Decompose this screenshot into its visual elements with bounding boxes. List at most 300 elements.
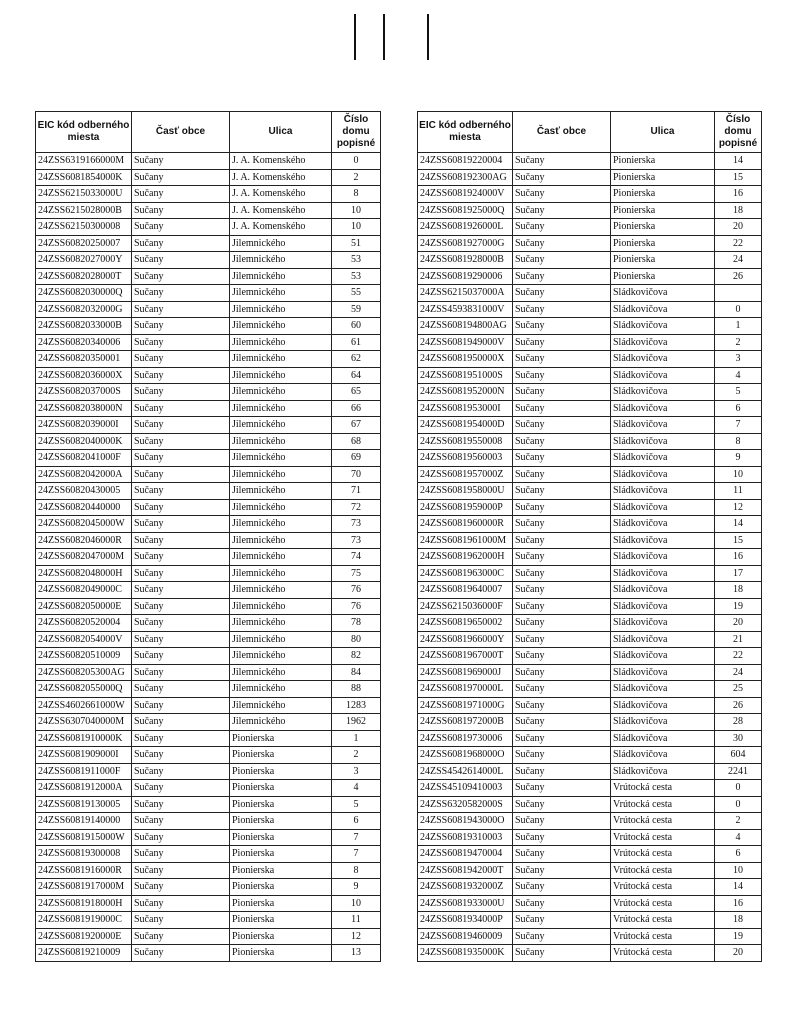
- table-row: [418, 582, 762, 599]
- table-row: [36, 499, 381, 516]
- cell-cislo: 64: [332, 367, 381, 384]
- cell-eic: 24ZSS6081960000R: [418, 516, 513, 533]
- cell-cast-obce: Sučany: [132, 334, 230, 351]
- table-row: [36, 879, 381, 896]
- cell-ulica: Vrútocká cesta: [611, 780, 715, 797]
- table-row: [418, 780, 762, 797]
- table-row: [36, 615, 381, 632]
- cell-cast-obce: Sučany: [132, 285, 230, 302]
- cell-ulica: Sládkovičova: [611, 582, 715, 599]
- cell-ulica: Sládkovičova: [611, 450, 715, 467]
- table-row: [36, 285, 381, 302]
- cell-ulica: Pionierska: [611, 252, 715, 269]
- table-row: [418, 417, 762, 434]
- table-row: [418, 846, 762, 863]
- table-row: [418, 829, 762, 846]
- table-row: [36, 483, 381, 500]
- cell-eic: 24ZSS6081958000U: [418, 483, 513, 500]
- table-row: [418, 202, 762, 219]
- table-row: [418, 714, 762, 731]
- table-row: [36, 664, 381, 681]
- cell-cast-obce: Sučany: [132, 895, 230, 912]
- cell-cislo: 22: [715, 648, 762, 665]
- cell-cast-obce: Sučany: [513, 631, 611, 648]
- cell-ulica: Vrútocká cesta: [611, 895, 715, 912]
- cell-ulica: Pionierska: [230, 862, 332, 879]
- eic-table-right: [417, 111, 762, 962]
- cell-cast-obce: Sučany: [132, 516, 230, 533]
- cell-ulica: Jilemnického: [230, 714, 332, 731]
- cell-cislo: 19: [715, 928, 762, 945]
- cell-ulica: Sládkovičova: [611, 367, 715, 384]
- cell-cast-obce: Sučany: [513, 549, 611, 566]
- cell-cast-obce: Sučany: [132, 714, 230, 731]
- cell-cast-obce: Sučany: [132, 532, 230, 549]
- cell-cast-obce: Sučany: [132, 747, 230, 764]
- cell-cast-obce: Sučany: [513, 780, 611, 797]
- cell-cislo: 24: [715, 664, 762, 681]
- cell-cast-obce: Sučany: [513, 351, 611, 368]
- cell-cislo: 61: [332, 334, 381, 351]
- cell-eic: 24ZSS6081925000Q: [418, 202, 513, 219]
- cell-cast-obce: Sučany: [132, 780, 230, 797]
- cell-eic: 24ZSS60819220004: [418, 153, 513, 170]
- table-row: [418, 664, 762, 681]
- cell-cast-obce: Sučany: [132, 697, 230, 714]
- table-row: [36, 466, 381, 483]
- cell-eic: 24ZSS6082048000H: [36, 565, 132, 582]
- cell-cislo: 78: [332, 615, 381, 632]
- cell-cislo: 26: [715, 697, 762, 714]
- cell-ulica: Pionierska: [230, 895, 332, 912]
- cell-cast-obce: Sučany: [132, 367, 230, 384]
- cell-ulica: J. A. Komenského: [230, 219, 332, 236]
- cell-ulica: Sládkovičova: [611, 615, 715, 632]
- cell-eic: 24ZSS6081927000G: [418, 235, 513, 252]
- table-row: [36, 384, 381, 401]
- cell-ulica: Vrútocká cesta: [611, 862, 715, 879]
- cell-ulica: Jilemnického: [230, 384, 332, 401]
- cell-ulica: Sládkovičova: [611, 763, 715, 780]
- table-row: [418, 912, 762, 929]
- table-row: [36, 301, 381, 318]
- cell-cast-obce: Sučany: [132, 549, 230, 566]
- cell-cast-obce: Sučany: [513, 565, 611, 582]
- cell-cislo: 10: [332, 219, 381, 236]
- cell-cislo: 4: [715, 829, 762, 846]
- cell-eic: 24ZSS6082047000M: [36, 549, 132, 566]
- cell-ulica: Pionierska: [611, 153, 715, 170]
- cell-cast-obce: Sučany: [513, 895, 611, 912]
- cell-ulica: J. A. Komenského: [230, 202, 332, 219]
- cell-eic: 24ZSS6081962000H: [418, 549, 513, 566]
- cell-ulica: Pionierska: [230, 912, 332, 929]
- cell-eic: 24ZSS6215028000B: [36, 202, 132, 219]
- cell-cast-obce: Sučany: [513, 714, 611, 731]
- cell-eic: 24ZSS6082055000Q: [36, 681, 132, 698]
- header-eic: EIC kód odberného miesta: [36, 112, 132, 153]
- cell-eic: 24ZSS6081969000J: [418, 664, 513, 681]
- cell-cast-obce: Sučany: [513, 532, 611, 549]
- cell-ulica: Jilemnického: [230, 499, 332, 516]
- cell-cislo: 16: [715, 186, 762, 203]
- cell-ulica: Jilemnického: [230, 697, 332, 714]
- table-row: [418, 384, 762, 401]
- cell-cislo: 11: [715, 483, 762, 500]
- table-row: [418, 400, 762, 417]
- cell-eic: 24ZSS6081971000G: [418, 697, 513, 714]
- cell-eic: 24ZSS6081918000H: [36, 895, 132, 912]
- cell-cast-obce: Sučany: [513, 862, 611, 879]
- cell-eic: 24ZSS6081966000Y: [418, 631, 513, 648]
- cell-ulica: Pionierska: [611, 235, 715, 252]
- table-row: [418, 928, 762, 945]
- cell-cast-obce: Sučany: [513, 334, 611, 351]
- cell-eic: 24ZSS6081942000T: [418, 862, 513, 879]
- table-row: [418, 169, 762, 186]
- header-eic: EIC kód odberného miesta: [418, 112, 513, 153]
- cell-cislo: 8: [332, 186, 381, 203]
- cell-cislo: 0: [332, 153, 381, 170]
- cell-ulica: Jilemnického: [230, 582, 332, 599]
- cell-ulica: Jilemnického: [230, 400, 332, 417]
- table-row: [418, 285, 762, 302]
- table-row: [36, 219, 381, 236]
- cell-cislo: 5: [332, 796, 381, 813]
- cell-ulica: Sládkovičova: [611, 565, 715, 582]
- cell-cislo: 66: [332, 400, 381, 417]
- table-row: [418, 895, 762, 912]
- table-row: [418, 268, 762, 285]
- cell-ulica: Pionierska: [611, 219, 715, 236]
- cell-ulica: Sládkovičova: [611, 318, 715, 335]
- table-row: [418, 235, 762, 252]
- cell-cast-obce: Sučany: [132, 433, 230, 450]
- cell-cast-obce: Sučany: [513, 945, 611, 962]
- table-row: [36, 598, 381, 615]
- cell-cast-obce: Sučany: [132, 351, 230, 368]
- cell-ulica: Sládkovičova: [611, 483, 715, 500]
- table-row: [36, 796, 381, 813]
- cell-cislo: 10: [715, 466, 762, 483]
- table-row: [418, 813, 762, 830]
- cell-cislo: 0: [715, 780, 762, 797]
- table-row: [418, 433, 762, 450]
- cell-ulica: Jilemnického: [230, 648, 332, 665]
- cell-cislo: 80: [332, 631, 381, 648]
- table-row: [36, 829, 381, 846]
- cell-cast-obce: Sučany: [132, 928, 230, 945]
- cell-cislo: 1962: [332, 714, 381, 731]
- cell-ulica: Pionierska: [230, 763, 332, 780]
- cell-ulica: Sládkovičova: [611, 747, 715, 764]
- cell-eic: 24ZSS60819130005: [36, 796, 132, 813]
- table-row: [418, 301, 762, 318]
- cell-eic: 24ZSS60819560003: [418, 450, 513, 467]
- cell-ulica: Pionierska: [230, 945, 332, 962]
- table-row: [418, 450, 762, 467]
- cell-cislo: 53: [332, 268, 381, 285]
- cell-ulica: Sládkovičova: [611, 417, 715, 434]
- cell-cislo: 20: [715, 219, 762, 236]
- cell-cislo: 76: [332, 598, 381, 615]
- table-header-row: [418, 112, 762, 153]
- table-row: [36, 153, 381, 170]
- cell-cislo: 14: [715, 516, 762, 533]
- table-row: [418, 648, 762, 665]
- cell-ulica: Sládkovičova: [611, 499, 715, 516]
- cell-cast-obce: Sučany: [132, 615, 230, 632]
- cell-cislo: 88: [332, 681, 381, 698]
- table-row: [418, 730, 762, 747]
- cell-cast-obce: Sučany: [513, 367, 611, 384]
- cell-ulica: Jilemnického: [230, 565, 332, 582]
- cell-ulica: Jilemnického: [230, 318, 332, 335]
- table-row: [418, 252, 762, 269]
- cell-cislo: 604: [715, 747, 762, 764]
- table-row: [36, 730, 381, 747]
- table-row: [36, 532, 381, 549]
- table-row: [36, 862, 381, 879]
- table-row: [418, 697, 762, 714]
- cell-cislo: 2: [715, 813, 762, 830]
- cell-ulica: Jilemnického: [230, 301, 332, 318]
- cell-ulica: Pionierska: [230, 813, 332, 830]
- cell-eic: 24ZSS6320582000S: [418, 796, 513, 813]
- cell-ulica: Vrútocká cesta: [611, 912, 715, 929]
- cell-ulica: Jilemnického: [230, 235, 332, 252]
- cell-eic: 24ZSS60819290006: [418, 268, 513, 285]
- cell-cislo: 0: [715, 796, 762, 813]
- cell-cast-obce: Sučany: [513, 268, 611, 285]
- cell-eic: 24ZSS6082036000X: [36, 367, 132, 384]
- cell-eic: 24ZSS6081926000L: [418, 219, 513, 236]
- cell-cast-obce: Sučany: [132, 483, 230, 500]
- cell-ulica: Vrútocká cesta: [611, 813, 715, 830]
- cell-cast-obce: Sučany: [132, 384, 230, 401]
- cell-ulica: Sládkovičova: [611, 631, 715, 648]
- cell-eic: 24ZSS6081953000I: [418, 400, 513, 417]
- cell-eic: 24ZSS6082049000C: [36, 582, 132, 599]
- cell-eic: 24ZSS6081970000L: [418, 681, 513, 698]
- cell-cislo: 2: [715, 334, 762, 351]
- cell-ulica: Jilemnického: [230, 367, 332, 384]
- cell-ulica: Pionierska: [230, 829, 332, 846]
- cell-ulica: Vrútocká cesta: [611, 928, 715, 945]
- cell-eic: 24ZSS608194800AG: [418, 318, 513, 335]
- cell-cislo: 4: [332, 780, 381, 797]
- cell-eic: 24ZSS60820440000: [36, 499, 132, 516]
- cell-cislo: 67: [332, 417, 381, 434]
- cell-cast-obce: Sučany: [132, 466, 230, 483]
- table-row: [36, 846, 381, 863]
- cell-cast-obce: Sučany: [132, 912, 230, 929]
- cell-ulica: Pionierska: [611, 268, 715, 285]
- table-row: [36, 697, 381, 714]
- cell-eic: 24ZSS60820430005: [36, 483, 132, 500]
- cell-cast-obce: Sučany: [513, 879, 611, 896]
- cell-cislo: 16: [715, 895, 762, 912]
- cell-eic: 24ZSS45109410003: [418, 780, 513, 797]
- cell-eic: 24ZSS6081951000S: [418, 367, 513, 384]
- cell-ulica: Pionierska: [611, 202, 715, 219]
- cell-cast-obce: Sučany: [132, 664, 230, 681]
- header-ulica: Ulica: [230, 112, 332, 153]
- cell-cislo: 6: [715, 846, 762, 863]
- cell-cast-obce: Sučany: [132, 202, 230, 219]
- table-row: [418, 879, 762, 896]
- cell-ulica: Sládkovičova: [611, 285, 715, 302]
- table-row: [36, 334, 381, 351]
- cell-ulica: Pionierska: [230, 747, 332, 764]
- cell-cislo: 12: [332, 928, 381, 945]
- cell-cislo: 71: [332, 483, 381, 500]
- cell-eic: 24ZSS6081924000V: [418, 186, 513, 203]
- cell-cislo: 62: [332, 351, 381, 368]
- cell-ulica: Sládkovičova: [611, 301, 715, 318]
- cell-eic: 24ZSS6082042000A: [36, 466, 132, 483]
- table-row: [36, 268, 381, 285]
- cell-cislo: 53: [332, 252, 381, 269]
- cell-cast-obce: Sučany: [513, 846, 611, 863]
- table-row: [418, 532, 762, 549]
- cell-cislo: 18: [715, 202, 762, 219]
- cell-cislo: 10: [332, 202, 381, 219]
- cell-ulica: Sládkovičova: [611, 384, 715, 401]
- cell-cislo: 7: [332, 846, 381, 863]
- cell-cislo: 15: [715, 532, 762, 549]
- cell-cast-obce: Sučany: [513, 912, 611, 929]
- cell-eic: 24ZSS60819640007: [418, 582, 513, 599]
- cell-cislo: 2: [332, 747, 381, 764]
- cell-eic: 24ZSS6081909000I: [36, 747, 132, 764]
- cell-ulica: Jilemnického: [230, 466, 332, 483]
- cell-cast-obce: Sučany: [513, 285, 611, 302]
- cell-cast-obce: Sučany: [132, 582, 230, 599]
- cell-eic: 24ZSS62150300008: [36, 219, 132, 236]
- cell-cislo: 20: [715, 945, 762, 962]
- header-cislo: Číslo domu popisné: [715, 112, 762, 153]
- cell-cast-obce: Sučany: [132, 829, 230, 846]
- table-row: [418, 318, 762, 335]
- cell-cast-obce: Sučany: [513, 763, 611, 780]
- table-row: [36, 186, 381, 203]
- table-row: [418, 615, 762, 632]
- table-row: [418, 466, 762, 483]
- cell-eic: 24ZSS6082027000Y: [36, 252, 132, 269]
- table-row: [418, 945, 762, 962]
- cell-ulica: Jilemnického: [230, 483, 332, 500]
- cell-cislo: 30: [715, 730, 762, 747]
- cell-cast-obce: Sučany: [513, 730, 611, 747]
- cell-eic: 24ZSS608192300AG: [418, 169, 513, 186]
- table-row: [36, 549, 381, 566]
- cell-cislo: 68: [332, 433, 381, 450]
- cell-ulica: Sládkovičova: [611, 433, 715, 450]
- cell-ulica: Sládkovičova: [611, 664, 715, 681]
- cell-cast-obce: Sučany: [132, 862, 230, 879]
- cell-cast-obce: Sučany: [513, 219, 611, 236]
- cell-eic: 24ZSS6081949000V: [418, 334, 513, 351]
- cell-eic: 24ZSS60820520004: [36, 615, 132, 632]
- cell-eic: 24ZSS4593831000V: [418, 301, 513, 318]
- cell-cast-obce: Sučany: [132, 186, 230, 203]
- cell-eic: 24ZSS6082033000B: [36, 318, 132, 335]
- cell-eic: 24ZSS6082050000E: [36, 598, 132, 615]
- cell-ulica: Pionierska: [230, 730, 332, 747]
- cell-eic: 24ZSS6081954000D: [418, 417, 513, 434]
- cell-eic: 24ZSS6081950000X: [418, 351, 513, 368]
- cell-cislo: 25: [715, 681, 762, 698]
- cell-cislo: 13: [332, 945, 381, 962]
- table-row: [36, 318, 381, 335]
- table-row: [418, 367, 762, 384]
- cell-ulica: Vrútocká cesta: [611, 796, 715, 813]
- cell-ulica: Pionierska: [611, 169, 715, 186]
- cell-eic: 24ZSS6082039000I: [36, 417, 132, 434]
- cell-ulica: Sládkovičova: [611, 400, 715, 417]
- cell-ulica: Vrútocká cesta: [611, 846, 715, 863]
- cell-cast-obce: Sučany: [513, 433, 611, 450]
- cell-cast-obce: Sučany: [513, 516, 611, 533]
- cell-cislo: 76: [332, 582, 381, 599]
- cell-eic: 24ZSS6081935000K: [418, 945, 513, 962]
- cell-cast-obce: Sučany: [132, 796, 230, 813]
- table-row: [36, 516, 381, 533]
- cell-cislo: 19: [715, 598, 762, 615]
- cell-eic: 24ZSS6081968000O: [418, 747, 513, 764]
- table-row: [36, 582, 381, 599]
- table-row: [418, 862, 762, 879]
- table-row: [36, 417, 381, 434]
- cell-eic: 24ZSS60820510009: [36, 648, 132, 665]
- cell-eic: 24ZSS4542614000L: [418, 763, 513, 780]
- cell-cast-obce: Sučany: [132, 400, 230, 417]
- cell-cislo: 5: [715, 384, 762, 401]
- table-row: [36, 763, 381, 780]
- cell-ulica: Jilemnického: [230, 285, 332, 302]
- cell-cislo: 75: [332, 565, 381, 582]
- table-row: [36, 747, 381, 764]
- cell-cislo: 2241: [715, 763, 762, 780]
- cell-eic: 24ZSS6081928000B: [418, 252, 513, 269]
- table-row: [36, 351, 381, 368]
- table-row: [36, 400, 381, 417]
- cell-eic: 24ZSS60819730006: [418, 730, 513, 747]
- cell-eic: 24ZSS608205300AG: [36, 664, 132, 681]
- cell-eic: 24ZSS6081932000Z: [418, 879, 513, 896]
- cell-eic: 24ZSS6215037000A: [418, 285, 513, 302]
- cell-ulica: Jilemnického: [230, 532, 332, 549]
- cell-eic: 24ZSS6082041000F: [36, 450, 132, 467]
- cell-cast-obce: Sučany: [513, 301, 611, 318]
- cell-eic: 24ZSS6082054000V: [36, 631, 132, 648]
- cell-cast-obce: Sučany: [513, 664, 611, 681]
- cell-cast-obce: Sučany: [132, 945, 230, 962]
- table-row: [418, 351, 762, 368]
- cell-cislo: 82: [332, 648, 381, 665]
- cell-cast-obce: Sučany: [513, 928, 611, 945]
- cell-cislo: 3: [715, 351, 762, 368]
- cell-eic: 24ZSS6081967000T: [418, 648, 513, 665]
- cell-cislo: 1: [715, 318, 762, 335]
- page-mark-line: [354, 14, 356, 60]
- cell-ulica: Jilemnického: [230, 433, 332, 450]
- cell-cislo: 26: [715, 268, 762, 285]
- cell-ulica: Jilemnického: [230, 598, 332, 615]
- cell-cislo: 10: [715, 862, 762, 879]
- cell-cast-obce: Sučany: [132, 450, 230, 467]
